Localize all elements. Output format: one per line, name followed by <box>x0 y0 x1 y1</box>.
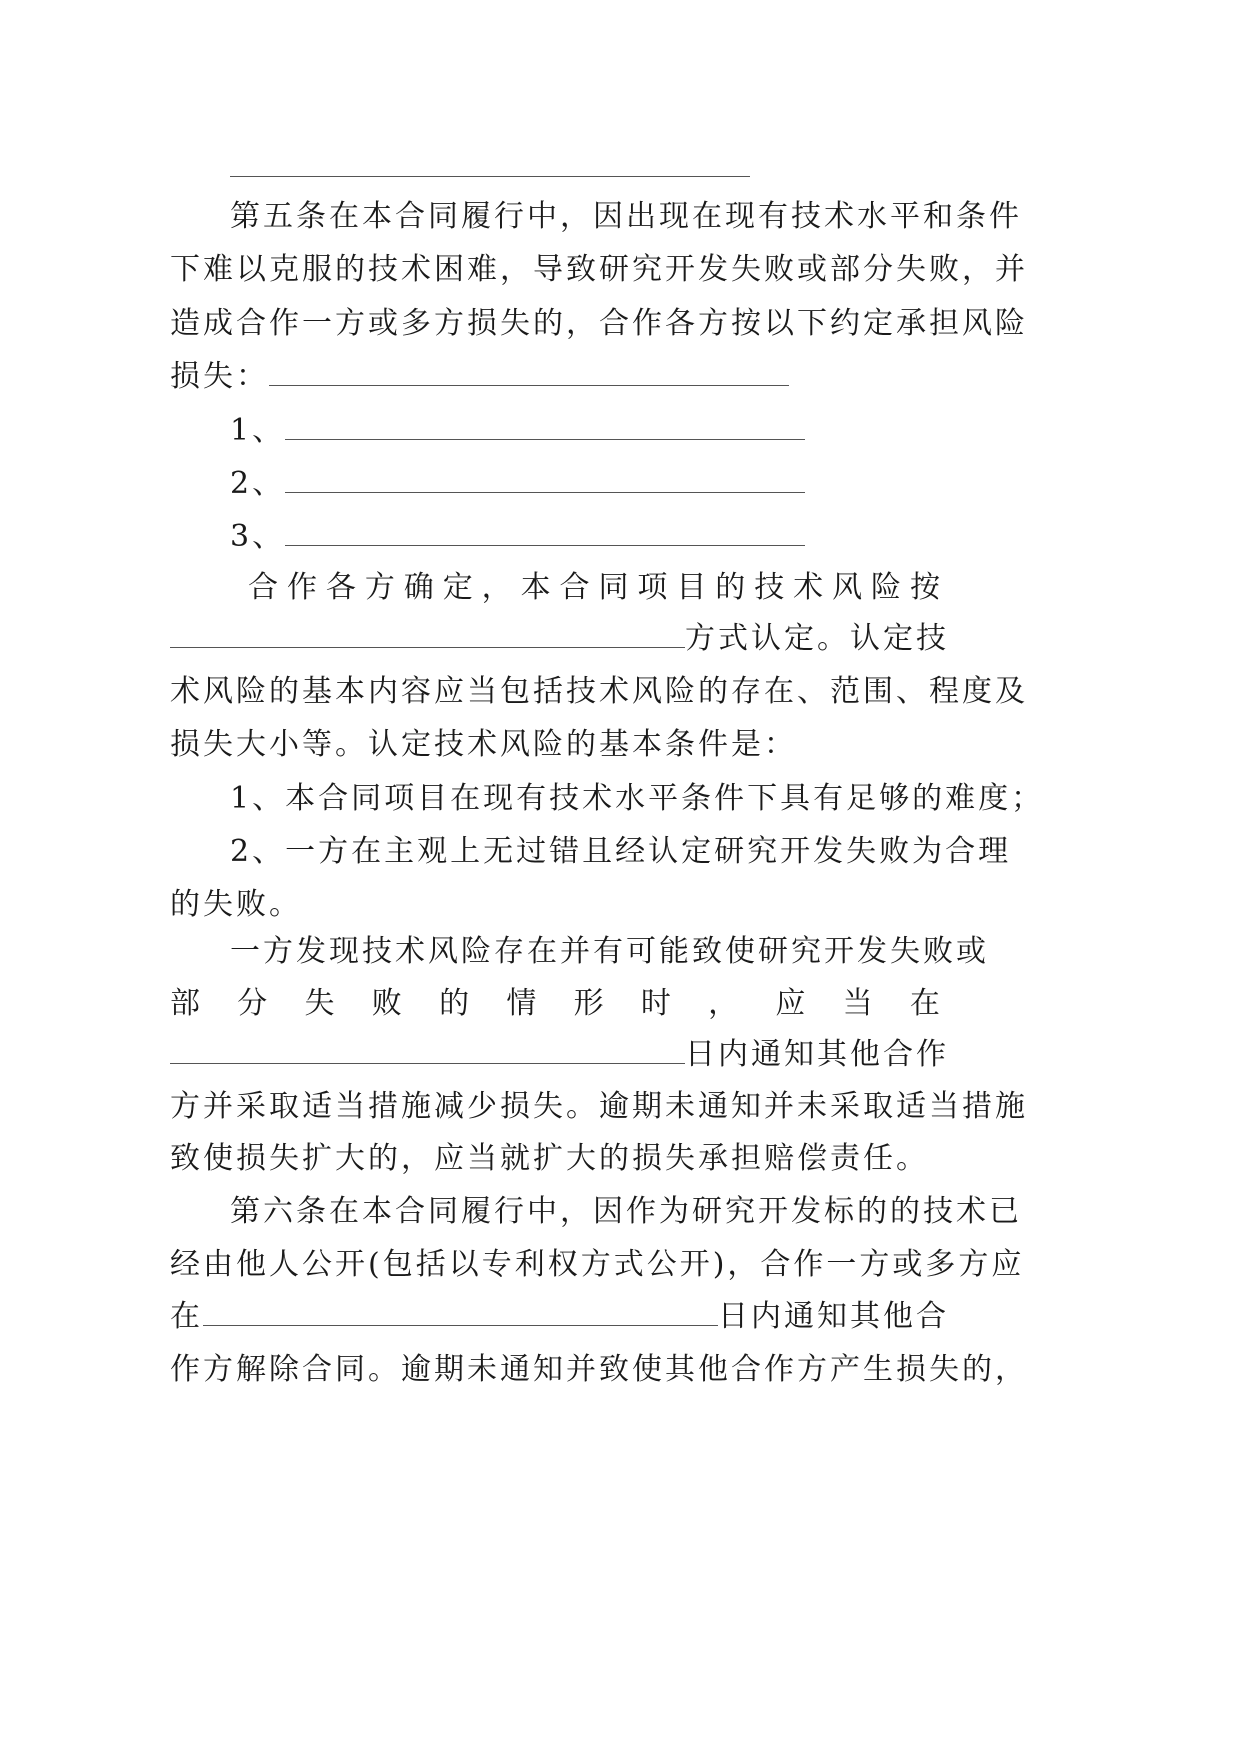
method-suffix: 方式认定。认定技 <box>685 621 949 656</box>
char: 合 <box>248 570 278 605</box>
article6-line2: 经由他人公开(包括以专利权方式公开)，合作一方或多方应 <box>170 1247 1025 1282</box>
char: 合 <box>559 570 590 605</box>
method-blank[interactable] <box>170 625 685 648</box>
article5-line1: 第五条在本合同履行中，因出现在现有技术水平和条件 <box>230 199 1022 234</box>
article6-line4: 作方解除合同。逾期未通知并致使其他合作方产生损失的， <box>170 1352 1028 1387</box>
risk-confirm-line4: 损失大小等。认定技术风险的基本条件是： <box>170 727 797 762</box>
item-number: 3、 <box>230 519 286 554</box>
char: 确 <box>403 570 434 605</box>
char: 败 <box>371 986 402 1021</box>
char: 部 <box>170 986 200 1021</box>
char: 目 <box>676 570 707 605</box>
char: ， <box>481 570 512 605</box>
char: 的 <box>439 986 470 1021</box>
char: 作 <box>286 570 317 605</box>
article5-line4 <box>170 358 789 396</box>
article5-item-1 <box>230 412 805 450</box>
char: 险 <box>871 570 901 605</box>
article6-line1: 第六条在本合同履行中，因作为研究开发标的的技术已 <box>230 1194 1022 1229</box>
item-3-blank[interactable] <box>285 523 805 546</box>
item-number: 1、 <box>230 413 286 448</box>
char: 形 <box>573 986 604 1021</box>
risk-confirm-line2 <box>170 620 949 658</box>
char: 分 <box>237 986 268 1021</box>
char: 情 <box>506 986 537 1021</box>
article5-item-2 <box>230 465 805 503</box>
char: 风 <box>832 570 863 605</box>
item-1-blank[interactable] <box>285 417 805 440</box>
item-number: 2、 <box>230 466 286 501</box>
notify-line1: 一方发现技术风险存在并有可能致使研究开发失败或 <box>230 934 989 969</box>
char: 的 <box>715 570 746 605</box>
risk-condition-2b: 的失败。 <box>170 887 302 922</box>
notify-line2 <box>170 985 940 1023</box>
loss-blank[interactable] <box>269 363 789 386</box>
notify-days-suffix: 日内通知其他合作 <box>685 1037 949 1072</box>
char: 同 <box>598 570 629 605</box>
article6-days-blank[interactable] <box>203 1303 718 1326</box>
notify-line5: 致使损失扩大的，应当就扩大的损失承担赔偿责任。 <box>170 1141 929 1176</box>
item-2-blank[interactable] <box>285 470 805 493</box>
article5-item-3 <box>230 518 805 556</box>
top-blank-line <box>230 176 750 177</box>
char: 方 <box>364 570 395 605</box>
char: 定 <box>442 570 473 605</box>
char: 本 <box>520 570 551 605</box>
loss-label: 损失： <box>170 359 269 394</box>
char: 技 <box>754 570 785 605</box>
notify-days-blank[interactable] <box>170 1041 685 1064</box>
article5-line2: 下难以克服的技术困难，导致研究开发失败或部分失败，并 <box>170 252 1028 287</box>
article6-prefix: 在 <box>170 1299 203 1334</box>
risk-confirm-line3: 术风险的基本内容应当包括技术风险的存在、范围、程度及 <box>170 674 1028 709</box>
risk-condition-1: 1、本合同项目在现有技术水平条件下具有足够的难度； <box>230 781 1045 816</box>
notify-line4: 方并采取适当措施减少损失。逾期未通知并未采取适当措施 <box>170 1089 1028 1124</box>
char: 当 <box>842 986 873 1021</box>
char: 在 <box>909 986 940 1021</box>
char: 项 <box>637 570 668 605</box>
article6-suffix: 日内通知其他合 <box>718 1299 949 1334</box>
char: ， <box>708 986 739 1021</box>
char: 按 <box>909 570 940 605</box>
risk-condition-2: 2、一方在主观上无过错且经认定研究开发失败为合理 <box>230 834 1012 869</box>
char: 时 <box>640 986 671 1021</box>
article6-line3 <box>170 1298 949 1336</box>
notify-line3 <box>170 1036 949 1074</box>
char: 失 <box>304 986 335 1021</box>
article5-line3: 造成合作一方或多方损失的，合作各方按以下约定承担风险 <box>170 306 1028 341</box>
char: 应 <box>775 986 806 1021</box>
char: 各 <box>325 570 356 605</box>
char: 术 <box>793 570 824 605</box>
risk-confirm-line1 <box>248 569 940 607</box>
